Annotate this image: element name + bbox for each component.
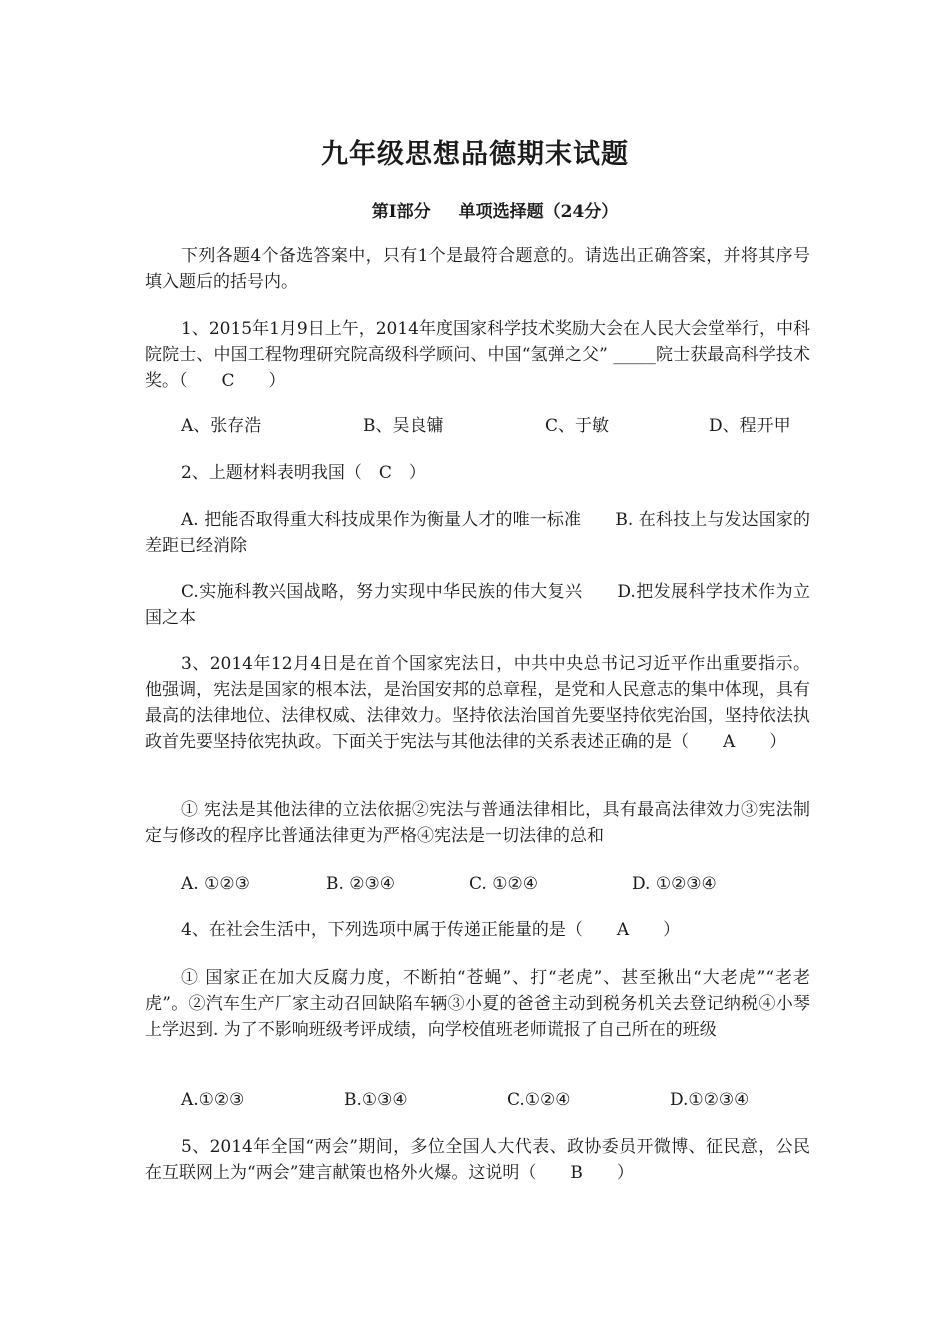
option-d: D.①②③④ [670,1090,750,1110]
section-name: 单项选择题（24分） [458,202,619,222]
instructions: 下列各题4个备选答案中，只有1个是最符合题意的。请选出正确答案，并将其序号填入题后的括号内。 [145,246,810,292]
option-c: C.①②④ [507,1090,571,1110]
option-b: B.①③④ [344,1090,408,1110]
question-2-stem: 2、上题材料表明我国（ C ） [181,463,426,483]
option-b: B. ②③④ [326,874,396,894]
option-a: A. ①②③ [181,874,250,894]
question-3-stem: 3、2014年12月4日是在首个国家宪法日，中共中央总书记习近平作出重要指示。他强调，宪法是国家的根本法，是治国安邦的总章程，是党和人民意志的集中体现，具有最高的法律地位、法律权威、法律效力。坚持依法治国首先要坚持依宪治国，坚持依法执政首先要坚持依宪执政。下面关于宪法与其他法律的关系表述正确的是（ A ） [145,654,810,752]
question-3-statements: ① 宪法是其他法律的立法依据②宪法与普通法律相比，具有最高法律效力③宪法制定与修改的程序比普通法律更为严格④宪法是一切法律的总和 [145,800,810,846]
option-c: C、于敏 [545,416,610,436]
section-heading [0,197,950,222]
option-c: C. ①②④ [469,874,538,894]
question-2-options-ab: A. 把能否取得重大科技成果作为衡量人才的唯一标准 B. 在科技上与发达国家的差距已经消除 [145,510,810,556]
question-1-stem: 1、2015年1月9日上午，2014年度国家科学技术奖励大会在人民大会堂举行，中科院院士、中国工程物理研究院高级科学顾问、中国“氢弹之父” _____院士获最高科学技术奖。（ C ） [145,319,810,391]
question-4-stem: 4、在社会生活中，下列选项中属于传递正能量的是（ A ） [181,920,681,940]
option-b: B、吴良镛 [363,416,444,436]
question-2-options-cd: C.实施科教兴国战略，努力实现中华民族的伟大复兴 D.把发展科学技术作为立国之本 [145,582,810,628]
section-part: 第Ⅰ部分 [371,202,431,222]
option-d: D、程开甲 [709,416,791,436]
question-4-statements: ① 国家正在加大反腐力度，不断拍“苍蝇”、打“老虎”、甚至揪出“大老虎”“老老虎”。②汽车生产厂家主动召回缺陷车辆③小夏的爸爸主动到税务机关去登记纳税④小琴上学迟到. 为了不影响班级考评成绩，向学校值班老师谎报了自己所在的班级 [145,968,810,1040]
question-5-stem: 5、2014年全国“两会”期间，多位全国人大代表、政协委员开微博、征民意，公民在互联网上为“两会”建言献策也格外火爆。这说明（ B ） [145,1137,810,1183]
exam-title: 九年级思想品德期末试题 [321,139,629,170]
option-a: A.①②③ [181,1090,245,1110]
option-a: A、张存浩 [181,416,262,436]
option-d: D. ①②③④ [632,874,717,894]
